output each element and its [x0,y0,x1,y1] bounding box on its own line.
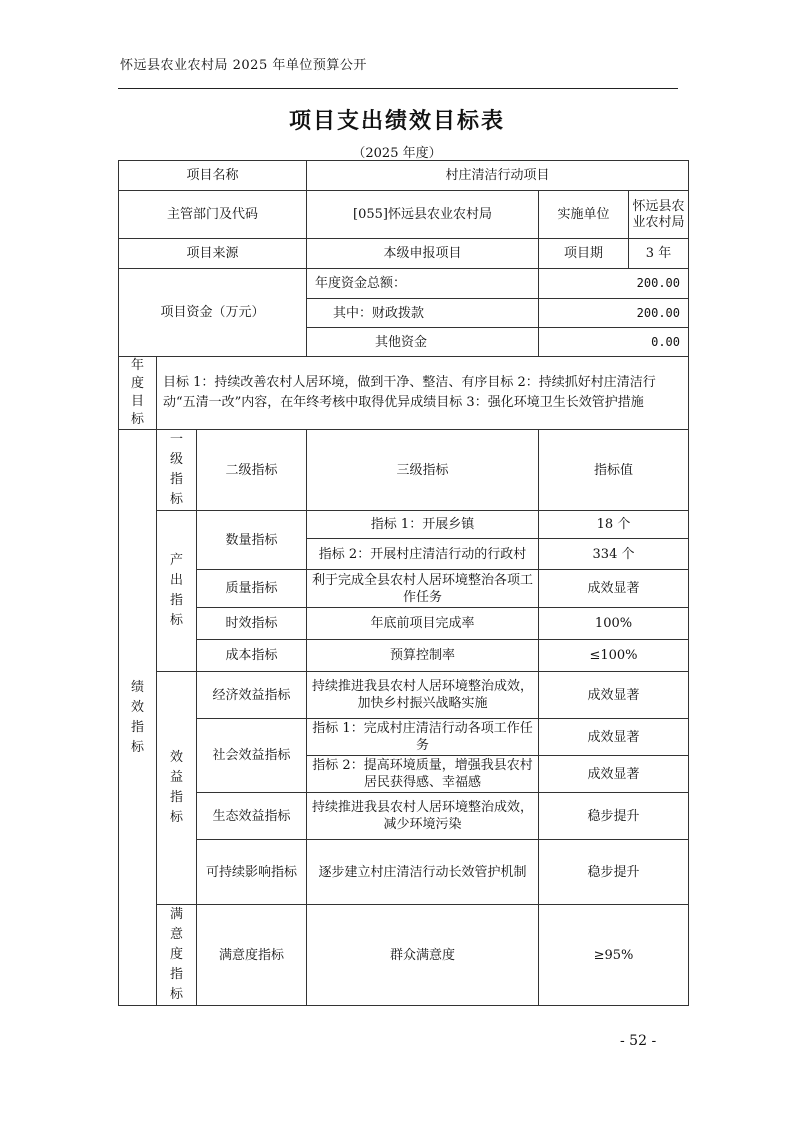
funds-total-label: 年度资金总额： [307,269,539,299]
social-indicator-label: 社会效益指标 [197,719,307,793]
economic-value: 成效显著 [539,672,689,719]
economic-name: 持续推进我县农村人居环境整治成效，加快乡村振兴战略实施 [307,672,539,719]
sustain-name: 逐步建立村庄清洁行动长效管护机制 [307,840,539,905]
goal-label: 年度目标 [119,357,157,430]
period-value: 3 年 [629,239,689,269]
header-value: 指标值 [539,430,689,511]
quality-indicator-label: 质量指标 [197,570,307,608]
impl-unit-label: 实施单位 [539,191,629,239]
funds-fiscal-label: 其中：财政拨款 [307,299,539,328]
goal-text: 目标 1：持续改善农村人居环境，做到干净、整洁、有序目标 2：持续抓好村庄清洁行动“五清一改”内容，在年终考核中取得优异成绩目标 3：强化环境卫生长效管护措施 [157,357,689,430]
quantity-1-name: 指标 1：开展乡镇 [307,511,539,539]
output-indicator-label: 产出指标 [157,511,197,672]
funds-label: 项目资金（万元） [119,269,307,357]
page-title: 项目支出绩效目标表 [288,108,505,134]
time-indicator-label: 时效指标 [197,608,307,640]
social-2-value: 成效显著 [539,756,689,793]
time-value: 100% [539,608,689,640]
year-label: （2025 年度） [352,146,442,161]
header-level1: 一级指标 [157,430,197,511]
funds-total-value: 200.00 [539,269,689,299]
period-label: 项目期 [539,239,629,269]
header-level3: 三级指标 [307,430,539,511]
quantity-indicator-label: 数量指标 [197,511,307,570]
header-rule [118,88,678,89]
social-1-value: 成效显著 [539,719,689,756]
quality-value: 成效显著 [539,570,689,608]
project-name-label: 项目名称 [119,161,307,191]
time-name: 年底前项目完成率 [307,608,539,640]
dept-value: [055]怀远县农业农村局 [307,191,539,239]
social-1-name: 指标 1：完成村庄清洁行动各项工作任务 [307,719,539,756]
funds-other-label: 其他资金 [307,328,539,357]
cost-name: 预算控制率 [307,640,539,672]
quantity-2-name: 指标 2：开展村庄清洁行动的行政村 [307,539,539,570]
impl-unit-value: 怀远县农业农村局 [629,191,689,239]
eco-value: 稳步提升 [539,793,689,840]
page-number: - 52 - [620,1033,657,1049]
page-header: 怀远县农业农村局 2025 年单位预算公开 [120,58,367,73]
header-level2: 二级指标 [197,430,307,511]
cost-indicator-label: 成本指标 [197,640,307,672]
source-value: 本级申报项目 [307,239,539,269]
source-label: 项目来源 [119,239,307,269]
quantity-1-value: 18 个 [539,511,689,539]
satisfaction-value: ≥95% [539,905,689,1006]
economic-indicator-label: 经济效益指标 [197,672,307,719]
dept-label: 主管部门及代码 [119,191,307,239]
performance-table [118,160,689,1006]
project-name-value: 村庄清洁行动项目 [307,161,689,191]
satisfaction-sub-label: 满意度指标 [197,905,307,1006]
quality-name: 利于完成全县农村人居环境整治各项工作任务 [307,570,539,608]
eco-name: 持续推进我县农村人居环境整治成效，减少环境污染 [307,793,539,840]
funds-fiscal-value: 200.00 [539,299,689,328]
satisfaction-indicator-label: 满意度指标 [157,905,197,1006]
satisfaction-name: 群众满意度 [307,905,539,1006]
funds-other-value: 0.00 [539,328,689,357]
quantity-2-value: 334 个 [539,539,689,570]
eco-indicator-label: 生态效益指标 [197,793,307,840]
social-2-name: 指标 2：提高环境质量，增强我县农村居民获得感、幸福感 [307,756,539,793]
cost-value: ≤100% [539,640,689,672]
effect-indicator-label: 效益指标 [157,672,197,905]
sustain-indicator-label: 可持续影响指标 [197,840,307,905]
indicators-section-label: 绩效指标 [119,430,157,1006]
sustain-value: 稳步提升 [539,840,689,905]
